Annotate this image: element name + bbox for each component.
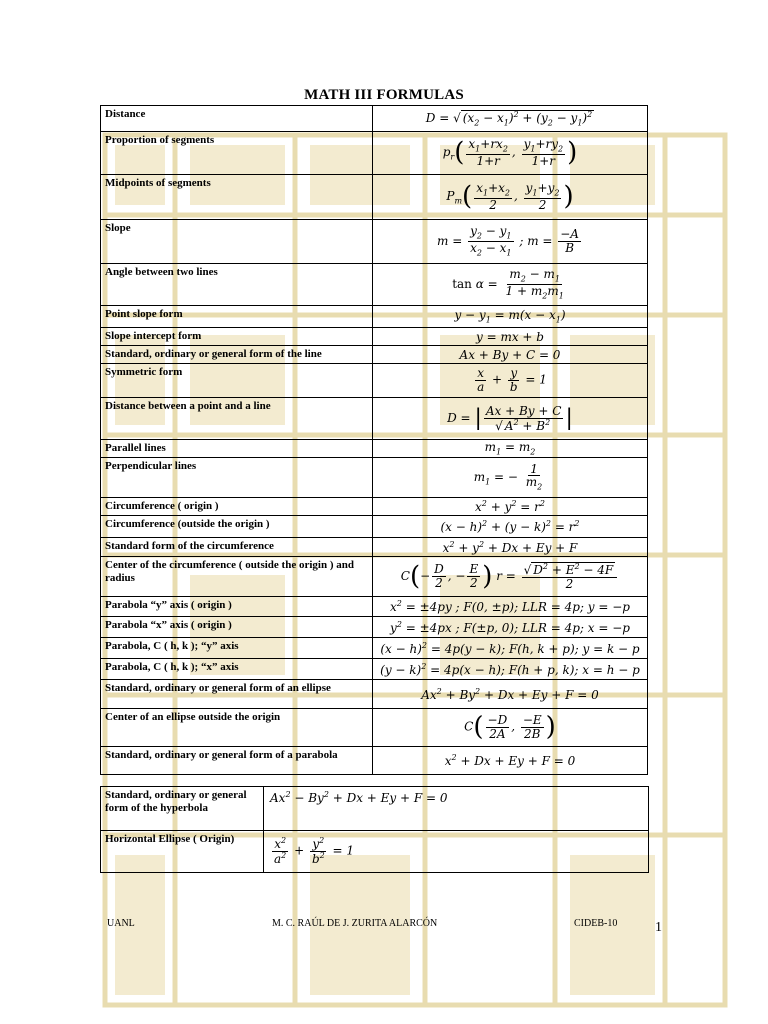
footer-left: UANL [107, 918, 135, 929]
table-row [101, 638, 648, 659]
row-label: Parabola, C ( h, k ); “y” axis [101, 638, 373, 659]
formula-circle-center-radius: C(− $\frac{D}{2}$ , − $\frac{E}{2}$ ) r = $\frac{√ D^2 + E^2 - 4F}{2}$ [373, 557, 648, 597]
formula-slope: m = $\frac{y_2 - y_1}{x_2 - x_1}$ ; m = $\frac{-A}{B}$ [373, 220, 648, 264]
formula-hyperbola: $Ax^2 - By^2 + Dx + Ey + F = 0$ [264, 787, 649, 831]
formula-general-line: Ax + By + C = 0 [373, 346, 648, 364]
table-row [101, 617, 648, 638]
row-label: Standard, ordinary or general form of a parabola [101, 747, 373, 775]
table-row [101, 557, 648, 597]
formula-parallel: $m_1 = m_2$ [373, 440, 648, 458]
table-row [101, 538, 648, 557]
table-row [101, 440, 648, 458]
row-label: Circumference (outside the origin ) [101, 516, 373, 538]
formula-slope-intercept: y = mx + b [373, 328, 648, 346]
table-row [101, 747, 648, 775]
row-label: Parabola, C ( h, k ); “x” axis [101, 659, 373, 680]
formula-parabola-x-origin: $y^2 = \pm 4px$ ; F(±p, 0); LLR = 4p; x = −p [373, 617, 648, 638]
table-row [101, 364, 648, 398]
table-row [101, 175, 648, 220]
table-row [101, 220, 648, 264]
formula-point-slope: $y - y_1 = m(x - x_1)$ [373, 306, 648, 328]
table-row [101, 498, 648, 516]
table-row [101, 398, 648, 440]
formula-proportion: $p_r$( $\frac{x_1+rx_2}{1+r}$ , $\frac{y_1+ry_2}{1+r}$ ) [373, 132, 648, 175]
row-label: Circumference ( origin ) [101, 498, 373, 516]
row-label: Midpoints of segments [101, 175, 373, 220]
footer-author: M. C. RAÚL DE J. ZURITA ALARCÓN [272, 918, 438, 929]
table-row [101, 831, 649, 873]
table-row [101, 306, 648, 328]
formula-horizontal-ellipse: $\frac{x^2}{a^2}$ + $\frac{y^2}{b^2}$ = 1 [264, 831, 649, 873]
row-label: Center of an ellipse outside the origin [101, 709, 373, 747]
table-row [101, 787, 649, 831]
row-label: Slope intercept form [101, 328, 373, 346]
formula-table-lower [100, 786, 649, 873]
row-label: Distance [101, 106, 373, 132]
formula-circle-origin: $x^2 + y^2 = r^2$ [373, 498, 648, 516]
table-row [101, 709, 648, 747]
footer-code: CIDEB-10 [574, 918, 618, 929]
table-row [101, 264, 648, 306]
row-label: Parabola “x” axis ( origin ) [101, 617, 373, 638]
formula-parabola-y-center: $(x - h)^2 = 4p(y - k)$; F(h, k + p); y = k − p [373, 638, 648, 659]
formula-circle-general: $x^2 + y^2 + Dx + Ey + F$ [373, 538, 648, 557]
table-row [101, 132, 648, 175]
formula-perpendicular: $m_1$ = − $\frac{1}{m_2}$ [373, 458, 648, 498]
formula-distance: D = √ $(x_2 - x_1)^2 + (y_2 - y_1)^2$ [373, 106, 648, 132]
formula-parabola-y-origin: $x^2 = \pm 4py$ ; F(0, ±p); LLR = 4p; y = −p [373, 597, 648, 617]
formula-midpoint: $P_m$( $\frac{x_1+x_2}{2}$ , $\frac{y_1+y_2}{2}$ ) [373, 175, 648, 220]
row-label: Symmetric form [101, 364, 373, 398]
row-label: Standard, ordinary or general form of an ellipse [101, 680, 373, 709]
table-row [101, 458, 648, 498]
table-row [101, 328, 648, 346]
row-label: Proportion of segments [101, 132, 373, 175]
formula-ellipse-center: C( $\frac{-D}{2A}$ , $\frac{-E}{2B}$ ) [373, 709, 648, 747]
row-label: Horizontal Ellipse ( Origin) [101, 831, 264, 873]
table-row [101, 659, 648, 680]
table-row [101, 597, 648, 617]
table-row [101, 346, 648, 364]
table-row [101, 680, 648, 709]
formula-table [100, 105, 648, 775]
formula-parabola-general: $x^2 + Dx + Ey + F = 0$ [373, 747, 648, 775]
formula-point-line: D = | $\frac{Ax + By + C}{√ A^2 + B^2}$ | [373, 398, 648, 440]
row-label: Slope [101, 220, 373, 264]
page-number: 1 [655, 920, 662, 935]
row-label: Standard, ordinary or general form of the hyperbola [101, 787, 264, 831]
row-label: Standard form of the circumference [101, 538, 373, 557]
formula-circle-center: $(x - h)^2 + (y - k)^2 = r^2$ [373, 516, 648, 538]
page-title: MATH III FORMULAS [304, 87, 464, 103]
row-label: Point slope form [101, 306, 373, 328]
row-label: Perpendicular lines [101, 458, 373, 498]
row-label: Standard, ordinary or general form of the line [101, 346, 373, 364]
table-row [101, 516, 648, 538]
formula-parabola-x-center: $(y - k)^2 = 4p(x - h)$; F(h + p, k); x = h − p [373, 659, 648, 680]
row-label: Parabola “y” axis ( origin ) [101, 597, 373, 617]
formula-symmetric: $\frac{x}{a}$ + $\frac{y}{b}$ = 1 [373, 364, 648, 398]
row-label: Center of the circumference ( outside the origin ) and radius [101, 557, 373, 597]
row-label: Distance between a point and a line [101, 398, 373, 440]
formula-angle: tan α = $\frac{m_2 - m_1}{1 + m_2m_1}$ [373, 264, 648, 306]
row-label: Angle between two lines [101, 264, 373, 306]
formula-ellipse-general: $Ax^2 + By^2 + Dx + Ey + F = 0$ [373, 680, 648, 709]
row-label: Parallel lines [101, 440, 373, 458]
table-row [101, 106, 648, 132]
